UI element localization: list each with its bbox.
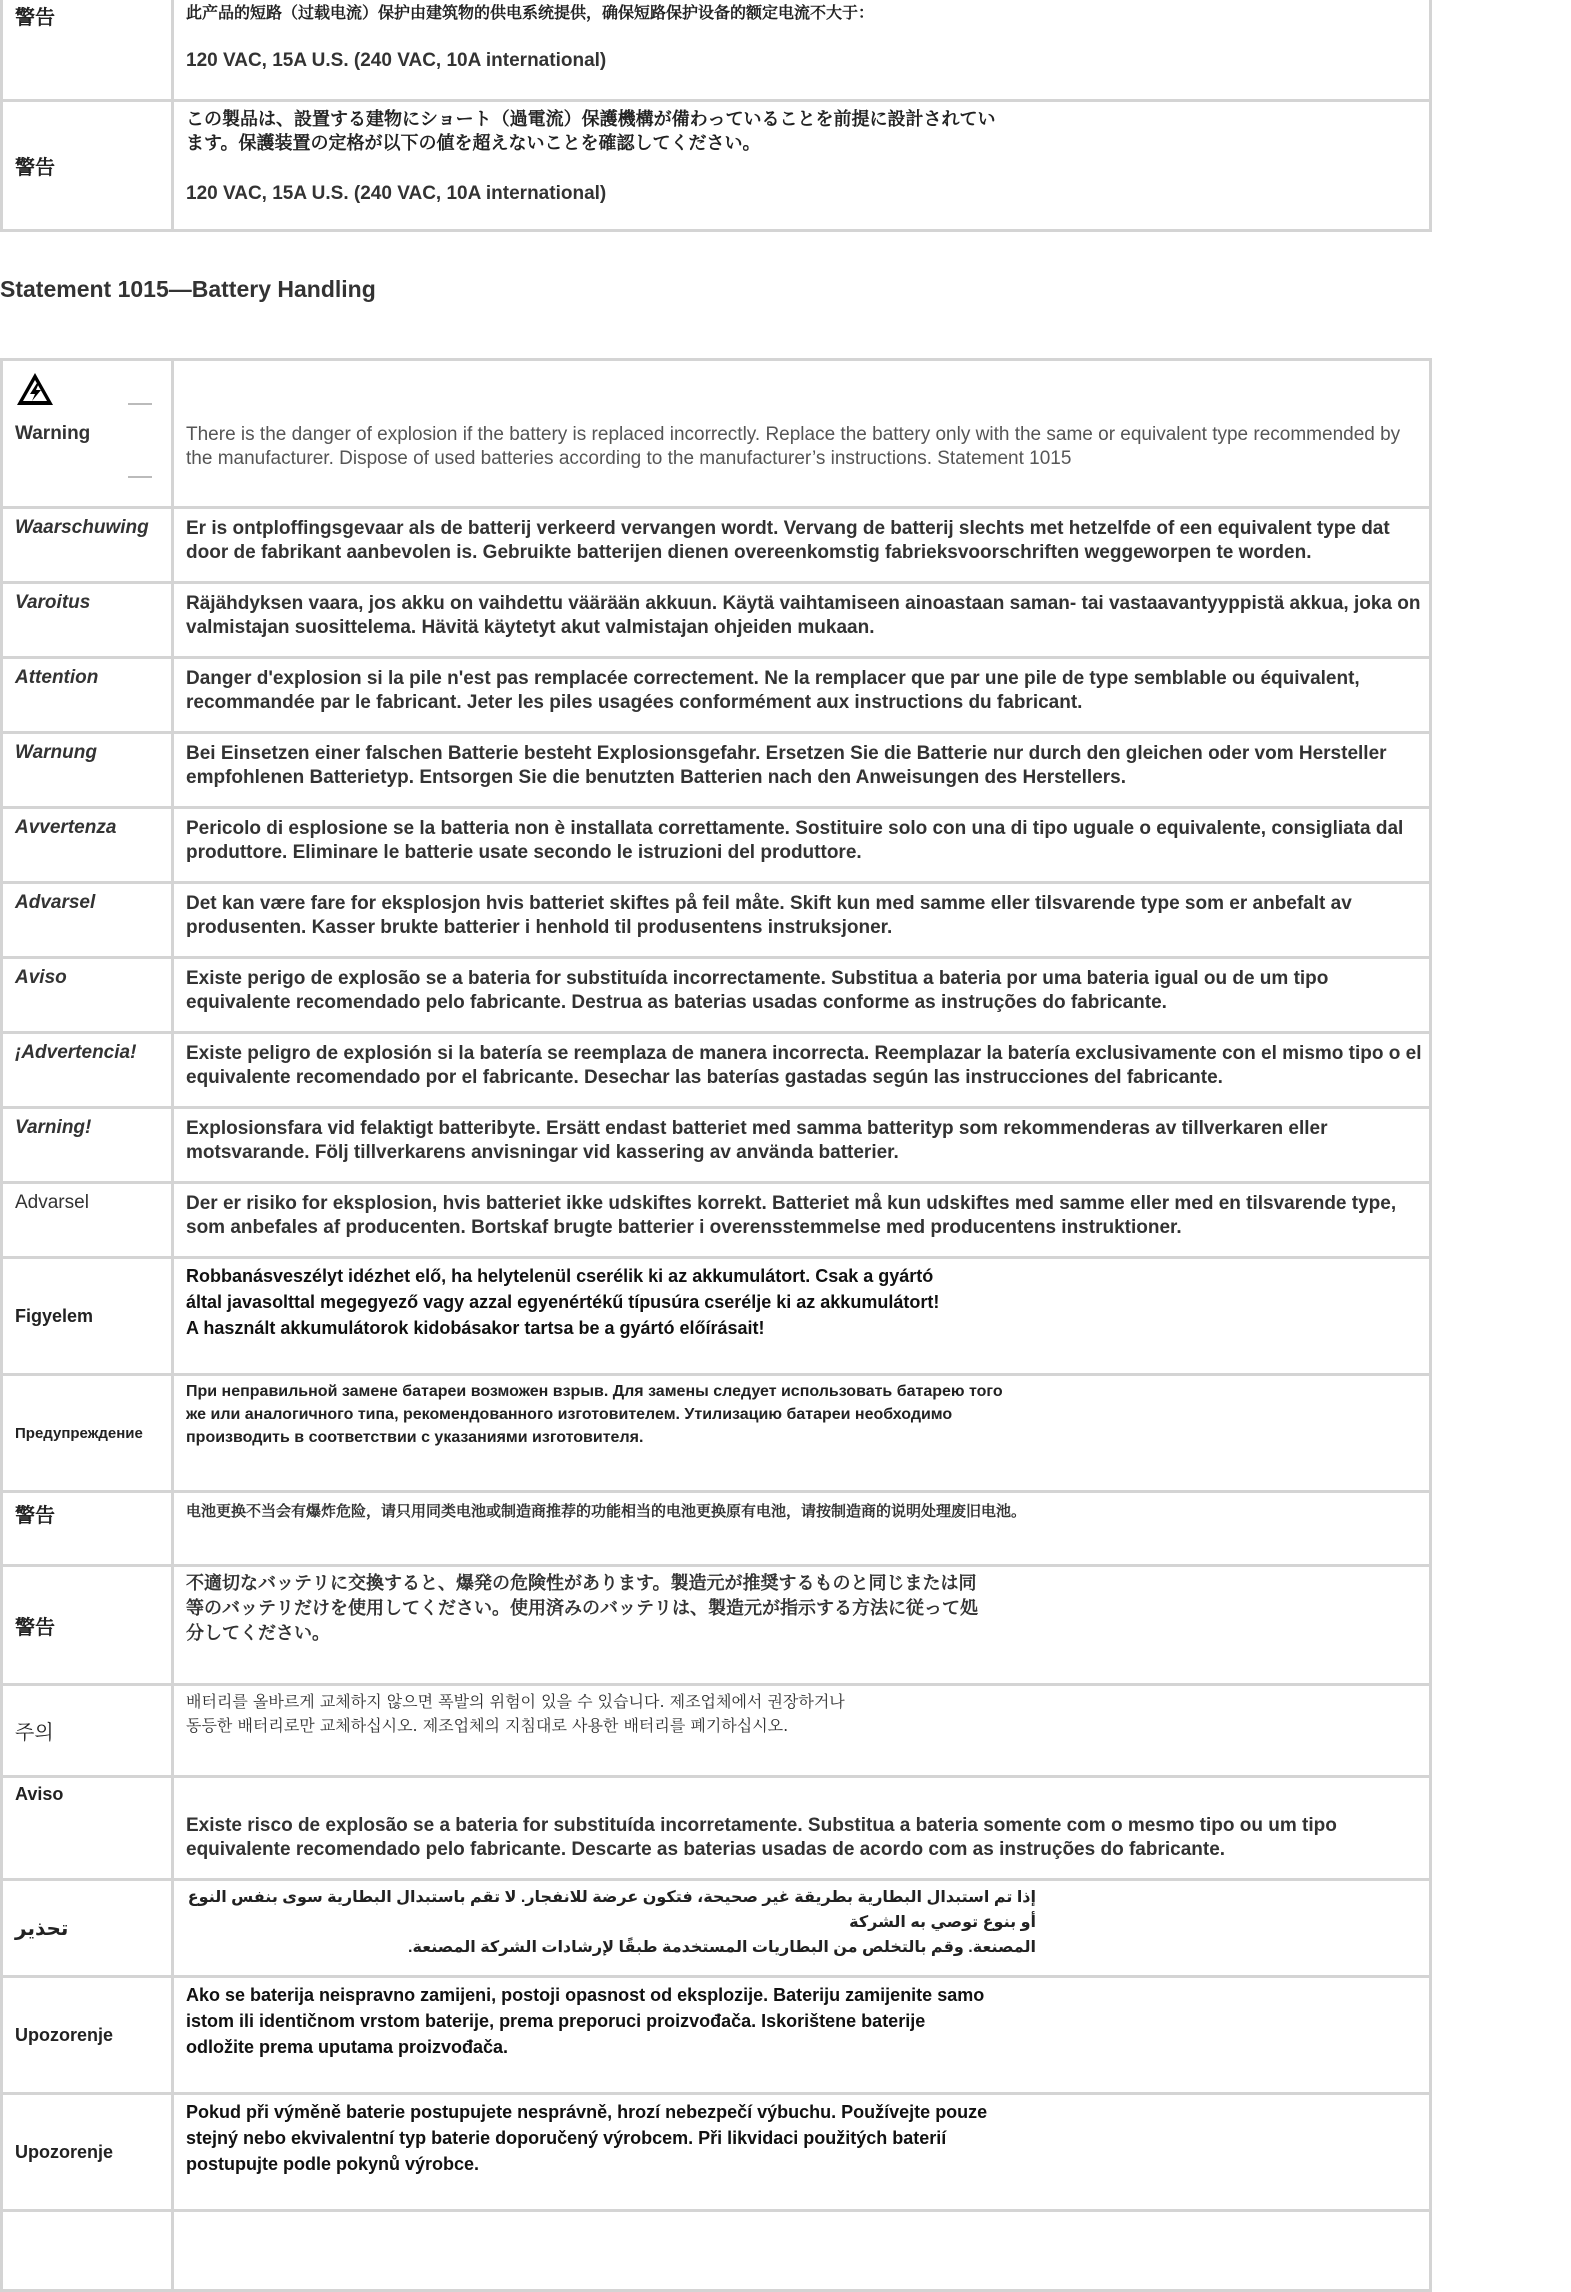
language-label: Warnung: [15, 742, 97, 763]
language-label: Advarsel: [15, 892, 96, 913]
translation-text: [173, 1777, 1431, 1880]
rating-text: 120 VAC, 15A U.S. (240 VAC, 10A international): [186, 50, 607, 71]
language-label: Aviso: [15, 967, 67, 988]
label-cell: [2, 1566, 173, 1685]
translation-text: Danger d'explosion si la pile n'est pas remplacée correctement. Ne la remplacer que par une pile de type semblable ou équivalent, recommandée par le fabricant. Jeter les piles usagées conformément aux instructions du fabricant.: [173, 658, 1431, 733]
notice-text: 此产品的短路（过载电流）保护由建筑物的供电系统提供，确保短路保护设备的额定电流不大于：: [186, 3, 875, 22]
prior-statement-table: [0, 0, 1432, 232]
text-line: же или аналогичного типа, рекомендованного изготовителем. Утилизацию батареи необходимо: [186, 1406, 953, 1423]
divider: [128, 476, 152, 478]
language-label: تحذير: [15, 1917, 69, 1940]
label-cell: [2, 508, 173, 583]
text-cell: [173, 0, 1431, 101]
warning-label: Warning: [15, 423, 91, 444]
text-line: المصنعة. وقم بالتخلص من البطاريات المستخدمة طبقًا لإرشادات الشركة المصنعة.: [408, 1939, 1036, 1956]
warning-label: 警告: [15, 155, 55, 179]
label-cell: [2, 0, 173, 101]
text-line: 分してください。: [186, 1623, 330, 1644]
language-label: 警告: [15, 1503, 55, 1527]
translation-text: Existe perigo de explosão se a bateria for substituída incorrectamente. Substitua a bateria por uma bateria igual ou de um tipo equivalente recomendado pelo fabricante. Destrua as baterias usadas conforme as instruções do fabricante.: [173, 958, 1431, 1033]
translation-text: [173, 1685, 1431, 1777]
language-label: Waarschuwing: [15, 517, 149, 538]
notice-text-line2: ます。保護装置の定格が以下の値を超えないことを確認してください。: [186, 133, 761, 154]
text-line: Robbanásveszélyt idézhet elő, ha helytelenül cserélik ki az akkumulátort. Csak a gyártó: [186, 1266, 934, 1286]
language-label: Advarsel: [15, 1192, 89, 1213]
translation-text: [173, 1880, 1431, 1977]
text-line: A használt akkumulátorok kidobásakor tartsa be a gyártó előírásait!: [186, 1318, 765, 1338]
language-label: Varning!: [15, 1117, 92, 1138]
language-label: ¡Advertencia!: [15, 1042, 137, 1063]
translation-text: Der er risiko for eksplosion, hvis batteriet ikke udskiftes korrekt. Batteriet må kun udskiftes med samme eller med en tilsvarende type, som anbefales af producenten. Bortskaf brugte batterier i overensstemmelse med producentens instruktioner.: [173, 1183, 1431, 1258]
translation-text: [173, 2094, 1431, 2211]
label-cell: [2, 958, 173, 1033]
label-cell: [2, 808, 173, 883]
text-line: إذا تم استبدال البطارية بطريقة غير صحيحة، فتكون عرضة للانفجار. لا تقم باستبدال البطارية سوى بنفس النوع أو بنوع توصي به الشركة: [187, 1889, 1036, 1931]
rating-text: 120 VAC, 15A U.S. (240 VAC, 10A international): [186, 183, 607, 204]
translation-text: [173, 1977, 1431, 2094]
text-line: odložite prema uputama proizvođača.: [186, 2037, 509, 2057]
label-cell: [2, 2211, 173, 2291]
label-cell: [2, 2094, 173, 2211]
translation-text: Det kan være fare for eksplosjon hvis batteriet skiftes på feil måte. Skift kun med samme eller tilsvarende type som er anbefalt av produsenten. Kasser brukte batterier i henhold til produsentens instruksjoner.: [173, 883, 1431, 958]
text-line: 배터리를 올바르게 교체하지 않으면 폭발의 위험이 있을 수 있습니다. 제조업체에서 권장하거나: [186, 1692, 845, 1711]
text-line: Ako se baterija neispravno zamijeni, postoji opasnost od eksplozije. Bateriju zamijenite samo: [186, 1985, 985, 2005]
label-cell: [2, 883, 173, 958]
label-cell: [2, 733, 173, 808]
label-cell: [2, 1777, 173, 1880]
translation-text: Räjähdyksen vaara, jos akku on vaihdettu väärään akkuun. Käytä vaihtamiseen ainoastaan saman- tai vastaavantyyppistä akkua, joka on valmistajan suosittelema. Hävitä käytetyt akut valmistajan ohjeiden mukaan.: [173, 583, 1431, 658]
language-label: 警告: [15, 1614, 55, 1639]
translation-text: [173, 1566, 1431, 1685]
language-label: Attention: [15, 667, 99, 688]
text-line: postupujte podle pokynů výrobce.: [186, 2154, 480, 2174]
translation-text: Existe peligro de explosión si la batería se reemplaza de manera incorrecta. Reemplazar la batería exclusivamente con el mismo tipo o el equivalente recomendado por el fabricante. Desechar las baterías gastadas según las instrucciones del fabricante.: [173, 1033, 1431, 1108]
label-cell: [2, 1880, 173, 1977]
warning-label: 警告: [15, 5, 55, 29]
text-cell: [173, 101, 1431, 231]
text-line: 等のバッテリだけを使用してください。使用済みのバッテリは、製造元が指示する方法に従って処: [186, 1598, 978, 1619]
language-label: Avvertenza: [15, 817, 117, 838]
label-cell: [2, 1977, 173, 2094]
statement-1015-table: [0, 358, 1432, 2292]
label-cell: [2, 1183, 173, 1258]
translation-text: [173, 1492, 1431, 1566]
warning-text: There is the danger of explosion if the battery is replaced incorrectly. Replace the battery only with the same or equivalent type recommended by the manufacturer. Dispose of used batteries according to the manufacturer’s instructions. Statement 1015: [173, 360, 1431, 508]
label-cell: [2, 1108, 173, 1183]
translation-text: Er is ontploffingsgevaar als de batterij verkeerd vervangen wordt. Vervang de batterij slechts met hetzelfde of een equivalent type dat door de fabrikant aanbevolen is. Gebruikte batterijen dienen overeenkomstig fabrieksvoorschriften weggeworpen te worden.: [173, 508, 1431, 583]
language-label: Figyelem: [15, 1305, 94, 1326]
translation-text: Pericolo di esplosione se la batteria non è installata correttamente. Sostituire solo con una di tipo uguale o equivalente, consigliata dal produttore. Eliminare le batterie usate secondo le istruzioni del produttore.: [173, 808, 1431, 883]
text-line: stejný nebo ekvivalentní typ baterie doporučený výrobcem. Při likvidaci použitých baterií: [186, 2128, 947, 2148]
label-cell: [2, 583, 173, 658]
text-line: 동등한 배터리로만 교체하십시오. 제조업체의 지침대로 사용한 배터리를 폐기하십시오.: [186, 1716, 789, 1735]
text-line: Existe risco de explosão se a bateria for substituída incorretamente. Substitua a bateria somente com o mesmo tipo ou um tipo: [186, 1815, 1337, 1836]
label-cell: [2, 1685, 173, 1777]
text-line: При неправильной замене батареи возможен взрыв. Для замены следует использовать батарею того: [186, 1383, 1003, 1400]
text-line: Pokud při výměně baterie postupujete nesprávně, hrozí nebezpečí výbuchu. Používejte pouze: [186, 2102, 988, 2122]
text-line: által javasolttal megegyező vagy azzal egyenértékű típusúra cserélje ki az akkumulátort!: [186, 1292, 940, 1312]
text-line: производить в соответствии с указаниями изготовителя.: [186, 1429, 644, 1446]
language-label: Varoitus: [15, 592, 91, 613]
label-cell: [2, 1492, 173, 1566]
text-line: istom ili identičnom vrstom baterije, prema preporuci proizvođača. Iskorištene baterije: [186, 2011, 926, 2031]
label-cell: [2, 1258, 173, 1375]
warning-triangle-icon: [15, 371, 55, 407]
translation-text: [173, 1375, 1431, 1492]
label-cell: [2, 1375, 173, 1492]
language-label: 주의: [15, 1720, 54, 1744]
translation-text: [173, 1258, 1431, 1375]
translation-text: Explosionsfara vid felaktigt batteribyte. Ersätt endast batteriet med samma batterityp som rekommenderas av tillverkaren eller motsvarande. Följ tillverkarens anvisningar vid kassering av använda batterier.: [173, 1108, 1431, 1183]
language-label: Предупреждение: [15, 1424, 143, 1442]
section-heading: Statement 1015—Battery Handling: [0, 276, 376, 302]
text-line: equivalente recomendado pelo fabricante. Descarte as baterias usadas de acordo com as instruções do fabricante.: [186, 1839, 1226, 1860]
language-label: Upozorenje: [15, 2141, 114, 2162]
language-label: Upozorenje: [15, 2024, 114, 2045]
label-cell: [2, 658, 173, 733]
text-cell: [173, 2211, 1431, 2291]
divider: [128, 403, 152, 405]
text-line: 不適切なバッテリに交換すると、爆発の危険性があります。製造元が推奨するものと同じまたは同: [186, 1573, 977, 1594]
text-line: 电池更换不当会有爆炸危险，请只用同类电池或制造商推荐的功能相当的电池更换原有电池，请按制造商的说明处理废旧电池。: [186, 1502, 1027, 1520]
label-cell: [2, 1033, 173, 1108]
translation-text: Bei Einsetzen einer falschen Batterie besteht Explosionsgefahr. Ersetzen Sie die Batterie nur durch den gleichen oder vom Hersteller empfohlenen Batterietyp. Entsorgen Sie die benutzten Batterien nach den Anweisungen des Herstellers.: [173, 733, 1431, 808]
language-label: Aviso: [15, 1784, 64, 1804]
notice-text-line1: この製品は、設置する建物にショート（過電流）保護機構が備わっていることを前提に設計されてい: [186, 109, 996, 130]
label-cell: [2, 101, 173, 231]
label-cell: [2, 360, 173, 508]
